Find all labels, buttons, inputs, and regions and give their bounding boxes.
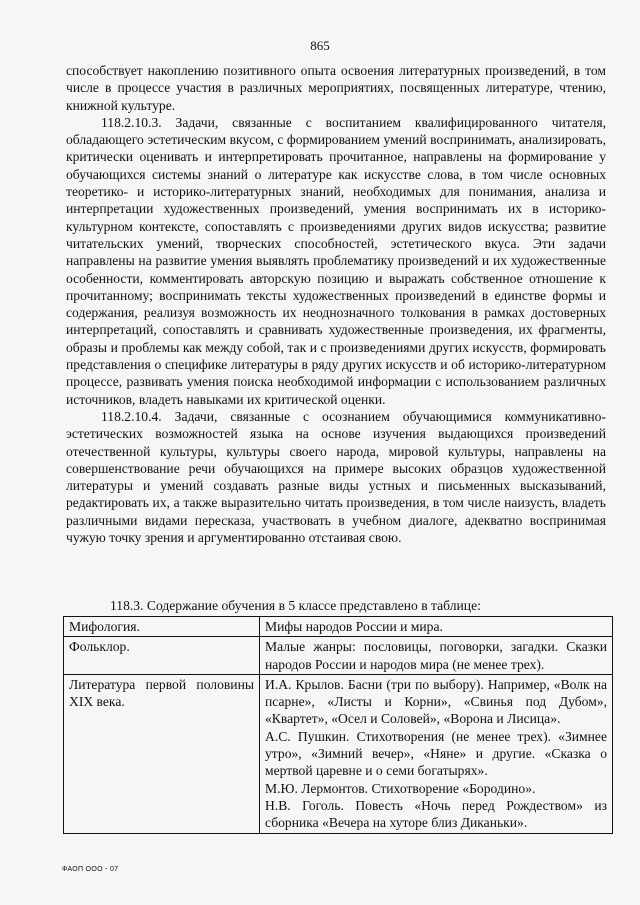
content-paragraph: Малые жанры: пословицы, поговорки, загадки. Сказки народов России и народов мира (не менее трех).	[265, 639, 607, 672]
paragraph-118-2-10-3: 118.2.10.3. Задачи, связанные с воспитанием квалифицированного читателя, обладающего эстетическим вкусом, с формированием умений воспринимать, анализировать, критически оценивать и интерпретировать прочитанное, направлены на формирование у обучающихся системы знаний о литературе как искусстве слова, в том числе основных теоретико- и историко-литературных знаний, необходимых для понимания, анализа и интерпретации художественных произведений, умения воспринимать их в историко-культурном контексте, сопоставлять с произведениями других видов искусства; развитие читательских умений, творческих способностей, эстетического вкуса. Эти задачи направлены на развитие умения выявлять проблематику произведений и их художественные особенности, комментировать авторскую позицию и выражать собственное отношение к прочитанному; воспринимать тексты художественных произведений в единстве формы и содержания, реализуя возможность их неоднозначного толкования в рамках достоверных интерпретаций, сопоставлять и сравнивать художественные произведения, их фрагменты, образы и проблемы как между собой, так и с произведениями других искусств, формировать представления о специфике литературы в ряду других искусств и об историко-литературном процессе, развивать умения поиска необходимой информации с использованием различных источников, владеть навыками их критической оценки.	[66, 114, 606, 407]
table-row	[64, 637, 613, 675]
content-paragraph: А.С. Пушкин. Стихотворения (не менее трех). «Зимнее утро», «Зимний вечер», «Няне» и другие. «Сказка о мертвой царевне и о семи богатырях».	[265, 728, 607, 779]
content-paragraph: И.А. Крылов. Басни (три по выбору). Например, «Волк на псарне», «Листы и Корни», «Свинья под Дубом», «Квартет», «Осел и Соловей», «Ворона и Лисица».	[265, 676, 607, 727]
body-text	[66, 62, 606, 546]
content-paragraph: Мифы народов России и мира.	[265, 619, 443, 634]
content-table	[63, 616, 613, 834]
table-cell-content	[260, 674, 613, 833]
table-caption: 118.3. Содержание обучения в 5 классе представлено в таблице:	[110, 598, 481, 613]
table-cell-section: Литература первой половины XIX века.	[64, 674, 260, 833]
table-row	[64, 617, 613, 637]
content-paragraph: Н.В. Гоголь. Повесть «Ночь перед Рождеством» из сборника «Вечера на хуторе близ Диканьки».	[265, 797, 607, 831]
table-clip-region	[0, 616, 640, 841]
table-row	[64, 674, 613, 833]
table-cell-section: Фольклор.	[64, 637, 260, 675]
paragraph-continuation: способствует накоплению позитивного опыта освоения литературных произведений, в том числе в процессе участия в различных мероприятиях, посвященных литературе, чтению, книжной культуре.	[66, 63, 606, 113]
table-cell-content	[260, 617, 613, 637]
page-number: 865	[310, 38, 330, 53]
footer-label: ФАОП ООО - 07	[62, 866, 119, 873]
table-cell-content	[260, 637, 613, 675]
table-cell-section: Мифология.	[64, 617, 260, 637]
content-paragraph: М.Ю. Лермонтов. Стихотворение «Бородино».	[265, 780, 536, 796]
paragraph-118-2-10-4: 118.2.10.4. Задачи, связанные с осознанием обучающимися коммуникативно-эстетических возможностей языка на основе изучения выдающихся произведений отечественной культуры, культуры своего народа, мировой культуры, направлены на совершенствование речи обучающихся на примере высоких образцов художественной литературы и умений создавать разные виды устных и письменных высказываний, редактировать их, а также выразительно читать произведения, в том числе наизусть, владеть различными видами пересказа, участвовать в учебном диалоге, адекватно воспринимая чужую точку зрения и аргументированно отстаивая свою.	[66, 408, 606, 546]
